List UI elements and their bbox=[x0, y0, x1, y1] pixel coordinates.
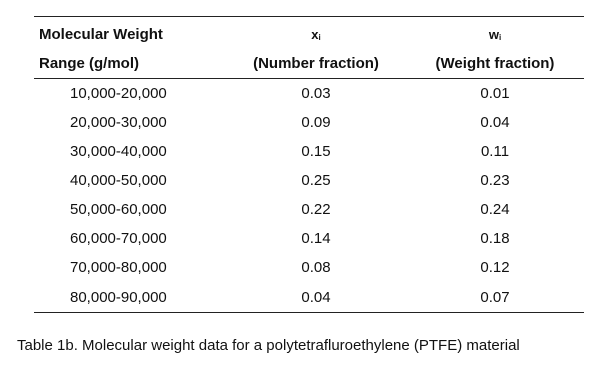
range-cell: 20,000-30,000 bbox=[70, 114, 167, 131]
wi-symbol: w bbox=[488, 26, 499, 42]
range-cell: 60,000-70,000 bbox=[70, 230, 167, 247]
weight-fraction-cell: 0.04 bbox=[480, 114, 510, 131]
range-cell: 70,000-80,000 bbox=[70, 259, 167, 276]
header-row-1 bbox=[34, 17, 584, 49]
header-range-units: Range (g/mol) bbox=[34, 48, 226, 79]
table-caption: Table 1b. Molecular weight data for a polytetrafluroethylene (PTFE) material bbox=[17, 337, 520, 354]
molecular-weight-table bbox=[34, 16, 584, 313]
table-row bbox=[34, 79, 584, 109]
header-row-2 bbox=[34, 48, 584, 79]
number-fraction-cell: 0.14 bbox=[301, 230, 331, 247]
range-cell: 10,000-20,000 bbox=[70, 85, 167, 102]
weight-fraction-cell: 0.01 bbox=[480, 85, 510, 102]
header-xi-symbol bbox=[226, 17, 406, 49]
table-body bbox=[34, 79, 584, 313]
xi-symbol: x bbox=[311, 26, 319, 42]
header-wi-symbol bbox=[406, 17, 584, 49]
table-row bbox=[34, 282, 584, 313]
table-row bbox=[34, 137, 584, 166]
weight-fraction-cell: 0.07 bbox=[406, 282, 584, 313]
number-fraction-cell: 0.03 bbox=[301, 85, 331, 102]
weight-fraction-cell: 0.11 bbox=[480, 143, 510, 160]
table-row bbox=[34, 166, 584, 195]
table-header bbox=[34, 17, 584, 79]
number-fraction-cell: 0.08 bbox=[301, 259, 331, 276]
header-number-fraction: (Number fraction) bbox=[226, 48, 406, 79]
weight-fraction-cell: 0.24 bbox=[480, 201, 510, 218]
table-row bbox=[34, 108, 584, 137]
header-weight-fraction: (Weight fraction) bbox=[406, 48, 584, 79]
wi-subscript: i bbox=[498, 32, 502, 42]
number-fraction-cell: 0.15 bbox=[301, 143, 331, 160]
number-fraction-cell: 0.25 bbox=[301, 172, 331, 189]
number-fraction-cell: 0.22 bbox=[301, 201, 331, 218]
weight-fraction-cell: 0.23 bbox=[480, 172, 510, 189]
molecular-weight-table-container bbox=[34, 16, 584, 313]
weight-fraction-cell: 0.18 bbox=[480, 230, 510, 247]
range-cell: 30,000-40,000 bbox=[70, 143, 167, 160]
range-cell: 50,000-60,000 bbox=[70, 201, 167, 218]
table-row bbox=[34, 195, 584, 224]
range-cell: 40,000-50,000 bbox=[70, 172, 167, 189]
number-fraction-cell: 0.04 bbox=[226, 282, 406, 313]
xi-subscript: i bbox=[318, 32, 321, 42]
range-cell: 80,000-90,000 bbox=[34, 282, 226, 313]
table-row bbox=[34, 253, 584, 282]
number-fraction-cell: 0.09 bbox=[301, 114, 331, 131]
table-row bbox=[34, 224, 584, 253]
header-molecular-weight: Molecular Weight bbox=[34, 17, 226, 49]
weight-fraction-cell: 0.12 bbox=[480, 259, 510, 276]
